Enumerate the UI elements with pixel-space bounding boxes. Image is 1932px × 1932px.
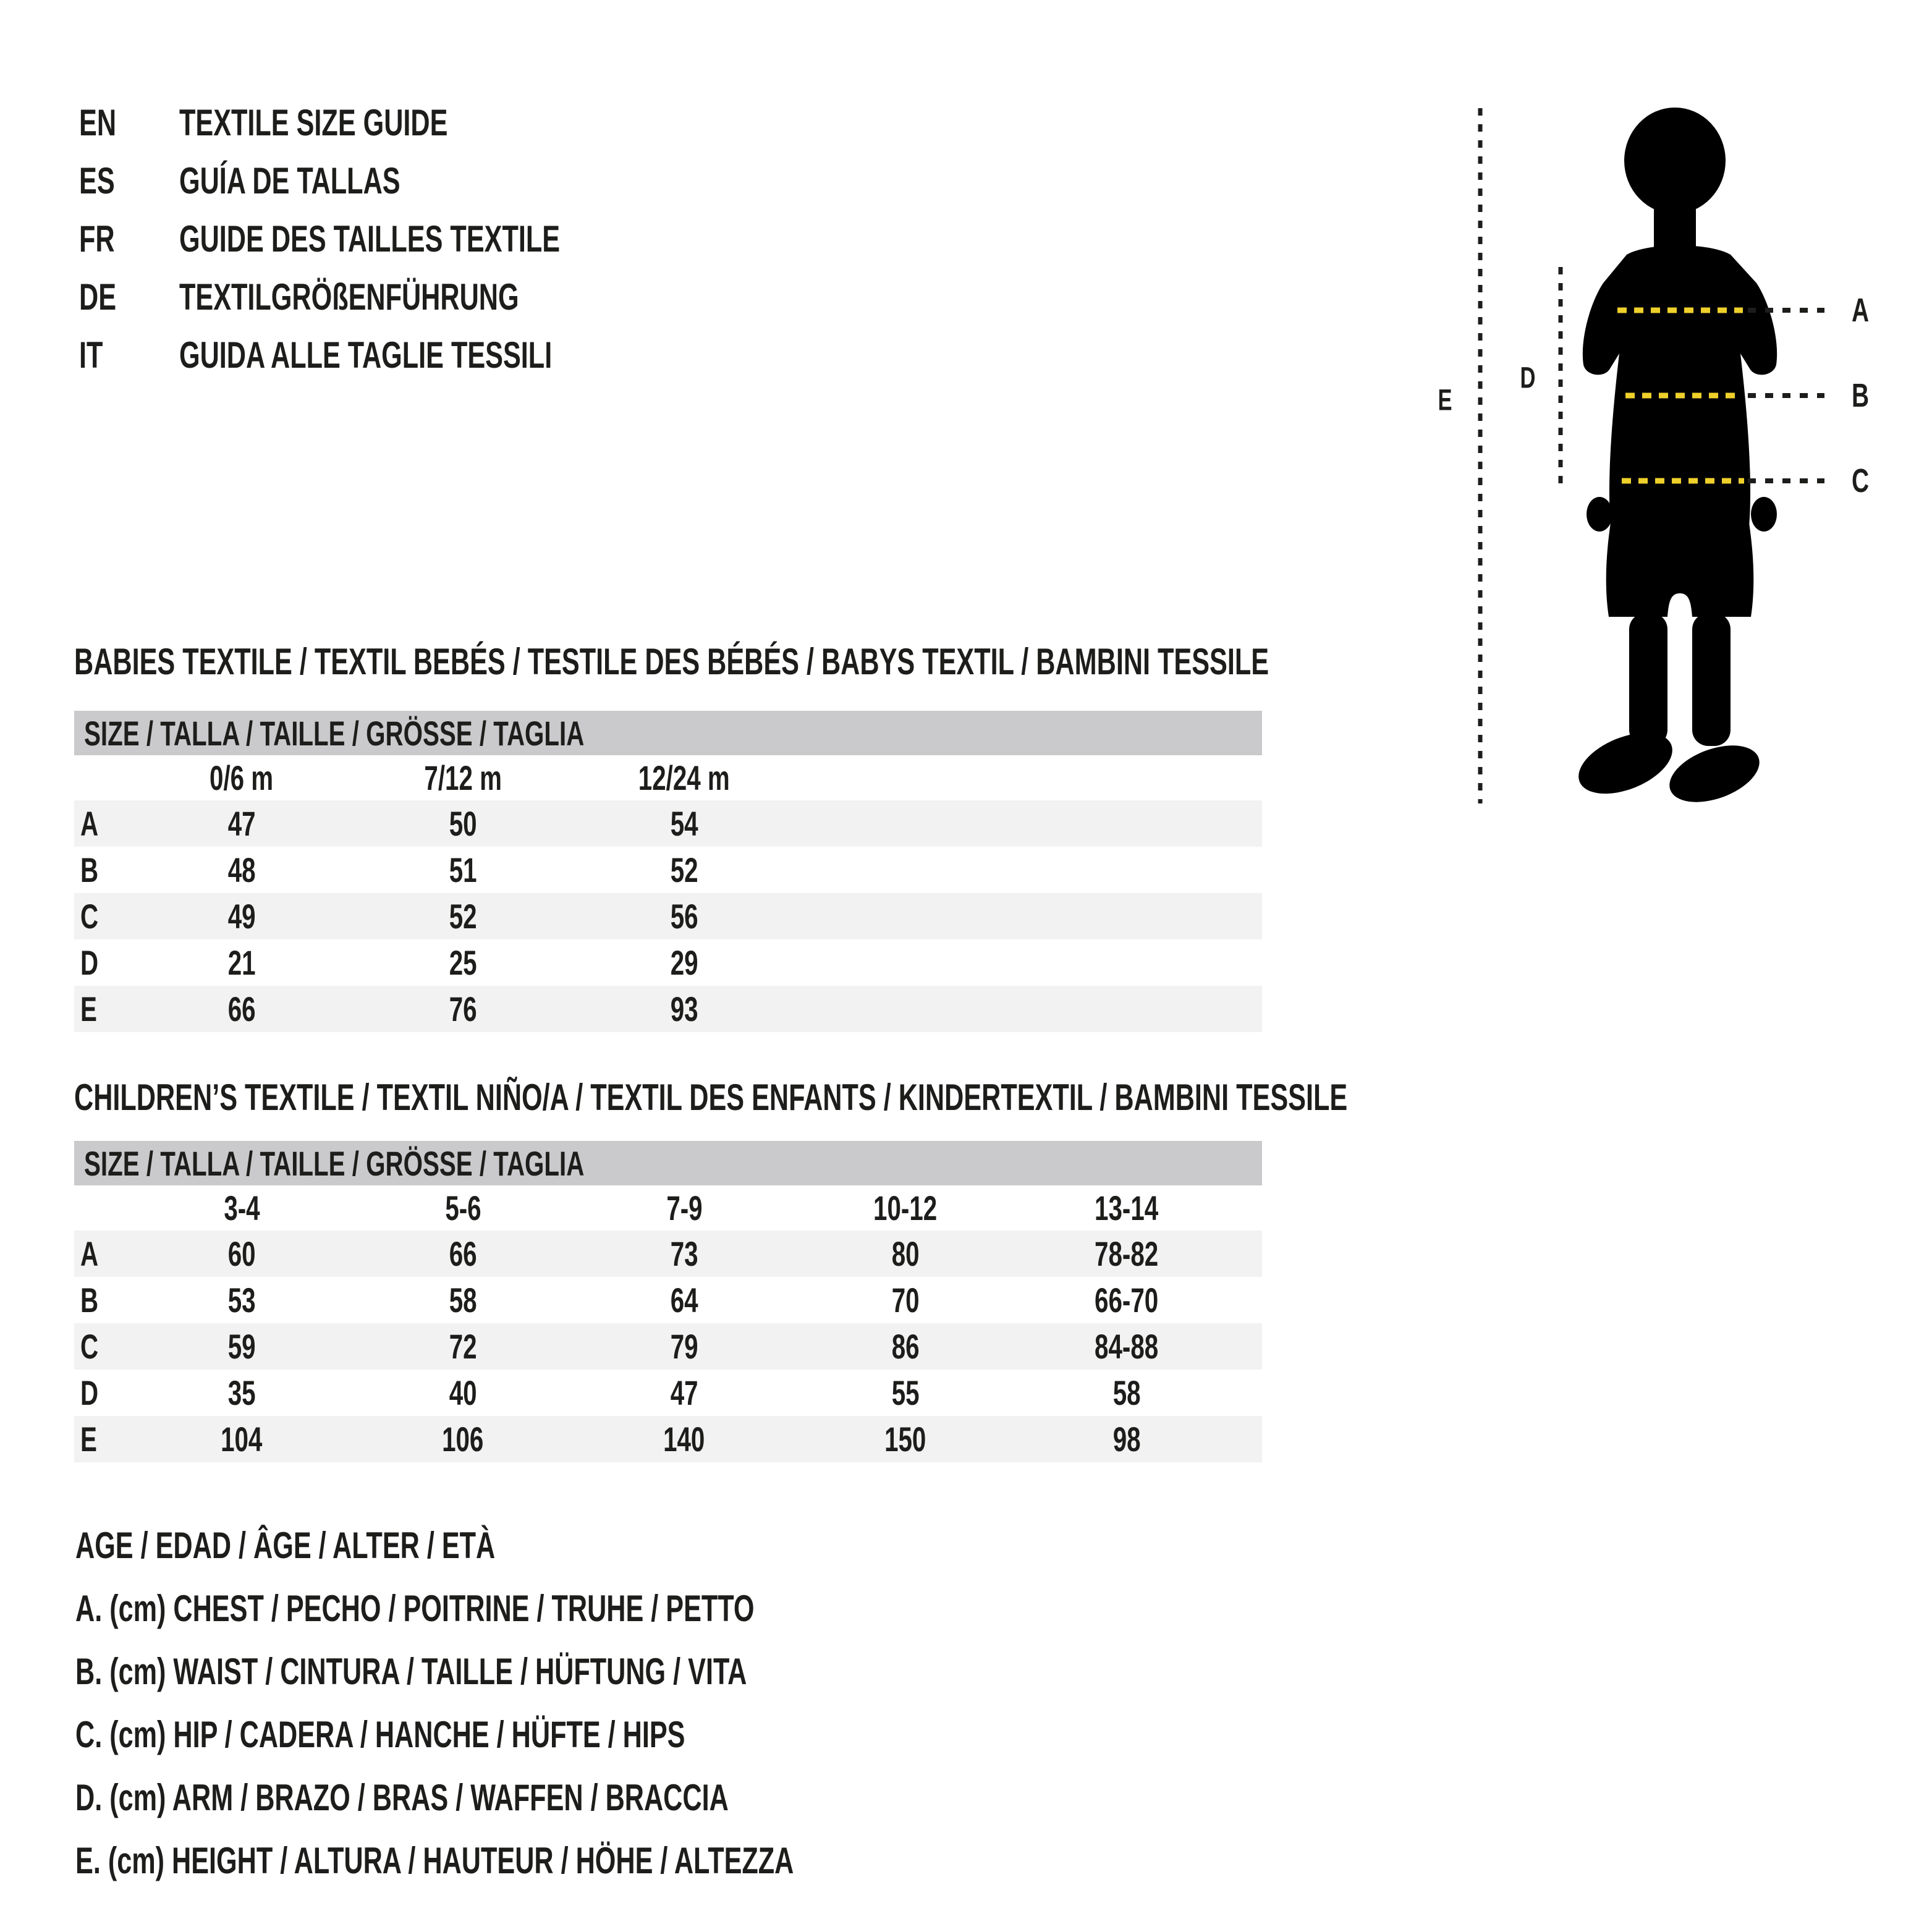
cell <box>574 1326 795 1366</box>
language-title <box>179 101 552 144</box>
cell-text: 79 <box>670 1327 698 1366</box>
column-header <box>574 758 795 798</box>
babies-column-header-row <box>74 755 1262 800</box>
diagram-label-d-text: D <box>1520 362 1536 395</box>
legend-line-text: AGE / EDAD / ÂGE / ALTER / ETÀ <box>75 1524 496 1566</box>
cell-text: 76 <box>449 989 477 1028</box>
table-row <box>74 986 1262 1032</box>
row-label-text: B <box>80 1281 99 1320</box>
silhouette-hand-right <box>1751 497 1777 532</box>
cell <box>1016 1373 1237 1413</box>
measurement-diagram <box>1409 87 1932 816</box>
cell <box>574 989 795 1029</box>
cell-text: 56 <box>670 897 698 936</box>
cell-text: 58 <box>449 1281 477 1320</box>
column-header-text: 3-4 <box>223 1188 260 1227</box>
diagram-label-c-text: C <box>1851 462 1870 499</box>
cell-text: 55 <box>891 1373 920 1412</box>
row-label-text: D <box>80 943 99 982</box>
legend-line-hip <box>75 1703 1073 1766</box>
cell <box>574 803 795 844</box>
cell-text: 54 <box>670 804 698 843</box>
cell-text: 49 <box>227 897 256 936</box>
cell-text: 80 <box>891 1234 920 1273</box>
legend-line-text: D. (cm) ARM / BRAZO / BRAS / WAFFEN / BRACCIA <box>75 1776 729 1818</box>
cell-text: 72 <box>449 1327 477 1366</box>
cell-text: 53 <box>227 1281 256 1320</box>
column-header <box>1016 1188 1237 1228</box>
cell <box>574 896 795 936</box>
row-label-text: B <box>80 850 99 889</box>
cell <box>352 896 574 936</box>
cell <box>131 1373 352 1413</box>
language-title-list <box>79 93 708 384</box>
language-title <box>179 334 697 376</box>
language-code <box>79 218 179 260</box>
legend-line-arm <box>75 1766 1073 1829</box>
silhouette-hand-left <box>1587 497 1612 532</box>
row-label <box>74 943 131 983</box>
diagram-label-c <box>1849 462 1873 500</box>
cell-text: 59 <box>227 1327 256 1366</box>
row-label-text: D <box>80 1373 99 1412</box>
table-row <box>74 1323 1262 1370</box>
table-row <box>74 847 1262 893</box>
diagram-label-e <box>1435 384 1455 418</box>
row-label <box>74 803 131 844</box>
cell-text: 52 <box>670 850 698 889</box>
language-code-text: ES <box>79 159 115 201</box>
cell <box>795 1280 1016 1320</box>
cell-text: 78-82 <box>1095 1234 1159 1273</box>
column-header <box>352 758 574 798</box>
cell-text: 48 <box>227 850 256 889</box>
column-header <box>574 1188 795 1228</box>
cell <box>131 803 352 844</box>
column-header-text: 7/12 m <box>424 758 502 797</box>
cell <box>352 1419 574 1459</box>
cell <box>574 1419 795 1459</box>
language-row-es <box>79 151 708 210</box>
table-row <box>74 893 1262 939</box>
children-section-title-text: CHILDREN’S TEXTILE / TEXTIL NIÑO/A / TEXTIL DES ENFANTS / KINDERTEXTIL / BAMBINI TESSILE <box>74 1076 1348 1118</box>
row-label-text: E <box>80 989 97 1028</box>
cell-text: 104 <box>221 1420 263 1459</box>
legend-line-height <box>75 1829 1073 1892</box>
children-column-header-row <box>74 1185 1262 1231</box>
cell <box>795 1419 1016 1459</box>
babies-size-table <box>74 711 1262 1032</box>
cell-text: 70 <box>891 1281 920 1320</box>
cell <box>795 1234 1016 1274</box>
cell-text: 66 <box>227 989 256 1028</box>
row-label-text: E <box>80 1420 97 1459</box>
cell-text: 73 <box>670 1234 698 1273</box>
diagram-label-e-text: E <box>1438 384 1452 417</box>
row-label <box>74 1234 131 1274</box>
language-code-text: FR <box>79 218 115 260</box>
measurement-legend <box>75 1514 1073 1892</box>
cell-text: 66-70 <box>1095 1281 1159 1320</box>
cell <box>352 1373 574 1413</box>
language-row-de <box>79 268 708 326</box>
child-silhouette <box>1570 108 1777 813</box>
cell-text: 86 <box>891 1327 920 1366</box>
language-title-text: GUIDA ALLE TAGLIE TESSILI <box>179 334 553 376</box>
silhouette-head <box>1624 108 1726 214</box>
table-row <box>74 939 1262 986</box>
row-label <box>74 1419 131 1459</box>
size-header-text: SIZE / TALLA / TAILLE / GRÖSSE / TAGLIA <box>84 713 585 753</box>
cell-text: 40 <box>449 1373 477 1412</box>
language-title-text: GUÍA DE TALLAS <box>179 159 400 201</box>
diagram-label-b <box>1849 376 1873 415</box>
row-label-text: C <box>80 897 99 936</box>
row-label-text: C <box>80 1327 99 1366</box>
cell-text: 25 <box>449 943 477 982</box>
cell <box>352 803 574 844</box>
cell-text: 150 <box>884 1420 926 1459</box>
row-label <box>74 896 131 936</box>
column-header <box>352 1188 574 1228</box>
cell <box>352 989 574 1029</box>
table-row <box>74 1416 1262 1462</box>
cell-text: 98 <box>1112 1420 1141 1459</box>
cell-text: 84-88 <box>1095 1327 1159 1366</box>
language-code <box>79 101 179 144</box>
row-label <box>74 989 131 1029</box>
column-header <box>131 758 352 798</box>
cell <box>1016 1280 1237 1320</box>
cell <box>574 1234 795 1274</box>
legend-line-text: B. (cm) WAIST / CINTURA / TAILLE / HÜFTUNG / VITA <box>75 1650 747 1692</box>
cell-text: 51 <box>449 850 477 889</box>
table-row <box>74 1231 1262 1277</box>
row-label <box>74 1373 131 1413</box>
silhouette-shirt <box>1583 245 1777 527</box>
cell <box>795 1326 1016 1366</box>
row-label <box>74 850 131 890</box>
language-row-it <box>79 326 708 384</box>
cell-text: 47 <box>227 804 256 843</box>
cell-text: 64 <box>670 1281 698 1320</box>
language-code-text: IT <box>79 334 103 376</box>
cell <box>131 1419 352 1459</box>
cell <box>131 989 352 1029</box>
cell <box>795 1373 1016 1413</box>
cell-text: 47 <box>670 1373 698 1412</box>
column-header-text: 5-6 <box>444 1188 481 1227</box>
cell <box>131 943 352 983</box>
language-title-text: TEXTILE SIZE GUIDE <box>179 101 448 143</box>
row-label-text: A <box>80 1234 99 1273</box>
language-row-en <box>79 93 708 151</box>
children-size-header-bar <box>74 1141 1262 1185</box>
diagram-label-a-text: A <box>1851 292 1870 329</box>
babies-section-title <box>74 642 1734 680</box>
cell <box>574 850 795 890</box>
table-row <box>74 1277 1262 1323</box>
table-row <box>74 800 1262 847</box>
language-row-fr <box>79 210 708 268</box>
cell <box>574 1373 795 1413</box>
cell-text: 35 <box>227 1373 256 1412</box>
diagram-label-a <box>1849 291 1873 329</box>
language-code <box>79 159 179 202</box>
silhouette-shorts <box>1606 523 1754 617</box>
row-label <box>74 1280 131 1320</box>
column-header-text: 7-9 <box>666 1188 703 1227</box>
language-title <box>179 159 486 202</box>
language-code <box>79 276 179 318</box>
row-label <box>74 1326 131 1366</box>
diagram-label-b-text: B <box>1851 377 1870 414</box>
column-header <box>795 1188 1016 1228</box>
babies-size-header-bar <box>74 711 1262 755</box>
language-code <box>79 334 179 376</box>
cell-text: 29 <box>670 943 698 982</box>
cell-text: 21 <box>227 943 256 982</box>
column-header-text: 10-12 <box>873 1188 938 1227</box>
cell-text: 58 <box>1112 1373 1141 1412</box>
cell <box>1016 1326 1237 1366</box>
row-label-text: A <box>80 804 99 843</box>
cell <box>131 850 352 890</box>
language-code-text: EN <box>79 101 117 143</box>
column-header-text: 13-14 <box>1095 1188 1159 1227</box>
cell <box>352 1234 574 1274</box>
children-size-table <box>74 1141 1262 1462</box>
column-header-text: 0/6 m <box>210 758 274 797</box>
silhouette-shoe-right <box>1662 734 1767 813</box>
cell-text: 50 <box>449 804 477 843</box>
language-title <box>179 276 651 318</box>
column-header-text: 12/24 m <box>638 758 730 797</box>
cell-text: 140 <box>663 1420 705 1459</box>
legend-line-chest <box>75 1577 1073 1640</box>
diagram-label-d <box>1517 362 1539 396</box>
legend-line-waist <box>75 1640 1073 1703</box>
legend-line-text: A. (cm) CHEST / PECHO / POITRINE / TRUHE / PETTO <box>75 1587 755 1629</box>
cell-text: 60 <box>227 1234 256 1273</box>
cell-text: 106 <box>442 1420 484 1459</box>
cell <box>352 850 574 890</box>
table-row <box>74 1370 1262 1416</box>
cell <box>131 1234 352 1274</box>
cell <box>574 1280 795 1320</box>
cell-text: 93 <box>670 989 698 1028</box>
cell <box>131 1326 352 1366</box>
cell <box>352 1280 574 1320</box>
legend-line-age <box>75 1514 1073 1577</box>
babies-section-title-text: BABIES TEXTILE / TEXTIL BEBÉS / TESTILE DES BÉBÉS / BABYS TEXTIL / BAMBINI TESSILE <box>74 640 1269 682</box>
cell-text: 52 <box>449 897 477 936</box>
language-title-text: TEXTILGRÖßENFÜHRUNG <box>179 276 519 318</box>
column-header <box>131 1188 352 1228</box>
cell <box>1016 1234 1237 1274</box>
cell-text: 66 <box>449 1234 477 1273</box>
cell <box>1016 1419 1237 1459</box>
children-section-title <box>74 1078 1842 1116</box>
cell <box>131 1280 352 1320</box>
language-title <box>179 218 708 260</box>
cell <box>574 943 795 983</box>
cell <box>352 1326 574 1366</box>
cell <box>131 896 352 936</box>
legend-line-text: C. (cm) HIP / CADERA / HANCHE / HÜFTE / HIPS <box>75 1713 685 1755</box>
cell <box>352 943 574 983</box>
language-code-text: DE <box>79 276 117 318</box>
language-title-text: GUIDE DES TAILLES TEXTILE <box>179 218 561 260</box>
legend-line-text: E. (cm) HEIGHT / ALTURA / HAUTEUR / HÖHE / ALTEZZA <box>75 1839 794 1881</box>
size-header-text: SIZE / TALLA / TAILLE / GRÖSSE / TAGLIA <box>84 1143 585 1183</box>
